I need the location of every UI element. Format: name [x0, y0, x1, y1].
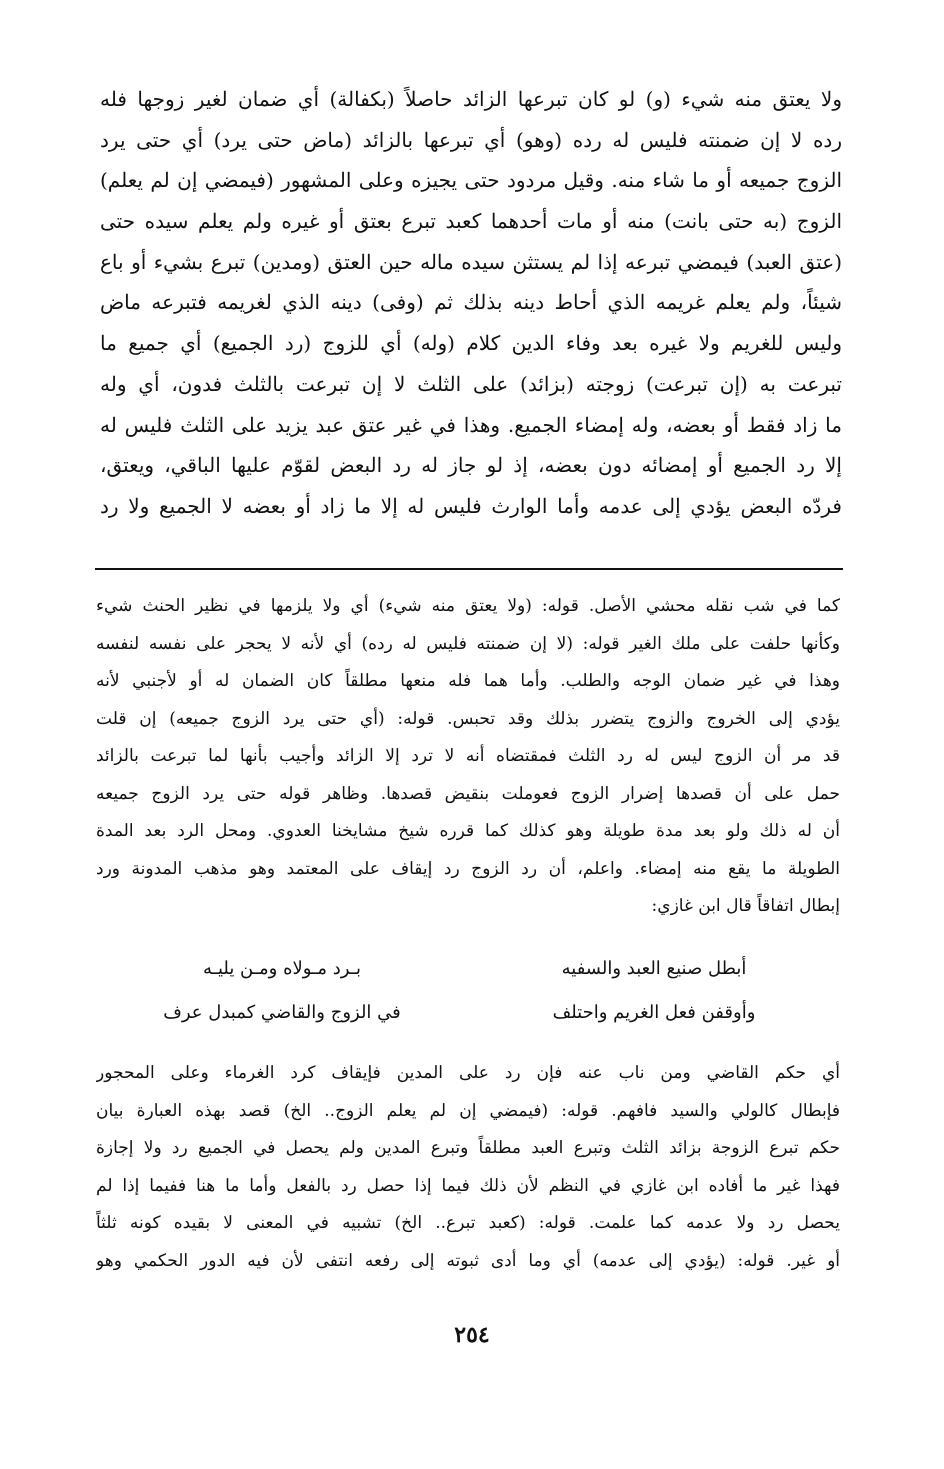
- footnote-line: حكم تبرع الزوجة بزائد الثلث وتبرع العبد مطلقاً وتبرع المدين ولم يحصل في الجميع رد ولا إجازة: [96, 1138, 840, 1158]
- footnote-line: إبطال اتفاقاً قال ابن غازي:: [651, 896, 840, 916]
- main-text: [100, 84, 842, 532]
- footnote-line: الطويلة ما يقع منه إمضاء. واعلم، أن رد الزوج رد إيقاف على المعتمد وهو مذهب المدونة ورد: [96, 858, 840, 879]
- main-text-line: ما زاد فقط أو بعضه، وله إمضاء الجميع. وهذا في غير عتق عبد يزيد على الثلث فليس له: [100, 412, 842, 437]
- footnote-line: يؤدي إلى الخروج والزوج يتضرر بذلك وقد تحبس. قوله: (أي حتى يرد الزوج جميعه) إن قلت: [96, 708, 840, 729]
- footnote-line: كما في شب نقله محشي الأصل. قوله: (ولا يعتق منه شيء) أي ولا يلزمها في نظير الحنث شيء: [96, 596, 840, 616]
- main-text-line: تبرعت به (إن تبرعت) زوجته (بزائد) على الثلث لا إن تبرعت بالثلث فدون، أي وله: [100, 371, 842, 396]
- footnote-line: أو غير. قوله: (يؤدي إلى عدمه) أي وما أدى ثبوته إلى رفعه انتفى لأن فيه الدور الحكمي وهو: [96, 1250, 840, 1271]
- main-text-line: الزوج (به حتى بانت) منه أو مات أحدهما كعبد تبرع بعتق أو غيره ولم يعلم سيده حتى: [100, 209, 842, 234]
- footnote-line: فهذا غير ما أفاده ابن غازي في النظم لأن ذلك فيما إذا حصل رد بالفعل وأما ما هنا ففيما إذا لم: [96, 1175, 840, 1196]
- main-text-line: الزوج جميعه أو ما شاء منه. وقيل مردود حتى يجيزه وعلى المشهور (فيمضي إن لم يعلم): [100, 168, 842, 193]
- poem-verse: [96, 947, 840, 991]
- footnote-line: حمل على أن قصدها إضرار الزوج فعوملت بنقيض قصدها. وظاهر قوله حتى يرد الزوج جميعه: [96, 783, 840, 804]
- footnote-line: أي حكم القاضي ومن ناب عنه فإن رد على المدين فإيقاف كرد الغرماء وعلى المحجور: [96, 1063, 840, 1083]
- poem: [96, 947, 840, 1035]
- main-text-line: (عتق العبد) فيمضي تبرعه إذا لم يستثن سيده ماله حين العتق (ومدين) تبرع بشيء أو باع: [100, 249, 842, 274]
- page-number: ٢٥٤: [454, 1322, 490, 1348]
- main-text-line: إلا رد الجميع أو إمضائه دون بعضه، إذ لو جاز له رد البعض لقوّم عليها الباقي، ويعتق،: [100, 453, 842, 478]
- main-text-line: ولا يعتق منه شيء (و) لو كان تبرعها الزائد حاصلاً (بكفالة) أي ضمان لغير زوجها فله: [100, 87, 842, 111]
- footnote-line: أن له ذلك ولو بعد مدة طويلة وهو كذلك كما قرره شيخ مشايخنا العدوي. ومحل الرد بعد المدة: [96, 821, 840, 841]
- footnote-line: يحصل رد ولا عدمه كما علمت. قوله: (كعبد تبرع.. الخ) تشبيه في المعنى لا بقيده كونه ثلثاً: [96, 1213, 840, 1233]
- main-text-line: فردّه البعض يؤدي إلى عدمه وأما الوارث فليس له إلا ما زاد أو بعضه لا الجميع ولا رد: [100, 493, 842, 518]
- poem-hemistich-first: وأوقفن فعل الغريم واحتلف: [552, 1002, 756, 1023]
- poem-hemistich-first: أبطل صنيع العبد والسفيه: [561, 958, 747, 979]
- main-text-line: رده لا إن ضمنته فليس له رده (وهو) أي تبرعها بالزائد (ماض حتى يرد) أي حتى يرد: [100, 127, 842, 152]
- footnote-line: وهذا في غير ضمان الوجه والطلب. وأما هما فله منعها مطلقاً كان الضمان له أو لأجنبي لأنه: [96, 671, 840, 691]
- footnotes-after-poem: [96, 1055, 840, 1280]
- footnote-line: فإبطال كالولي والسيد فافهم. قوله: (فيمضي إن لم يعلم الزوج.. الخ) قصد بهذه العبارة بيان: [96, 1100, 840, 1121]
- poem-hemistich-second: بـرد مـولاه ومـن يليـه: [203, 958, 361, 979]
- footnotes: [96, 588, 840, 926]
- main-text-line: شيئاً، ولم يعلم غريمه الذي أحاط دينه بذلك ثم (وفى) دينه الذي لغريمه فتبرعه ماض: [100, 290, 842, 315]
- footnote-line: وكأنها حلفت على ملك الغير قوله: (لا إن ضمنته فليس له رده) أي لأنه لا يحجر على نفسه لنفسه: [96, 633, 840, 654]
- footnote-divider: [95, 568, 843, 570]
- poem-verse: [96, 991, 840, 1035]
- poem-hemistich-second: في الزوج والقاضي كمبدل عرف: [163, 1002, 401, 1023]
- footnote-line: قد مر أن الزوج ليس له رد الثلث فمقتضاه أنه لا ترد إلا الزائد وأجيب بأنها لما تبرعت بالزائد: [96, 746, 840, 766]
- main-text-line: وليس للغريم ولا غيره بعد وفاء الدين كلام (وله) أي للزوج (رد الجميع) أي جميع ما: [100, 331, 842, 356]
